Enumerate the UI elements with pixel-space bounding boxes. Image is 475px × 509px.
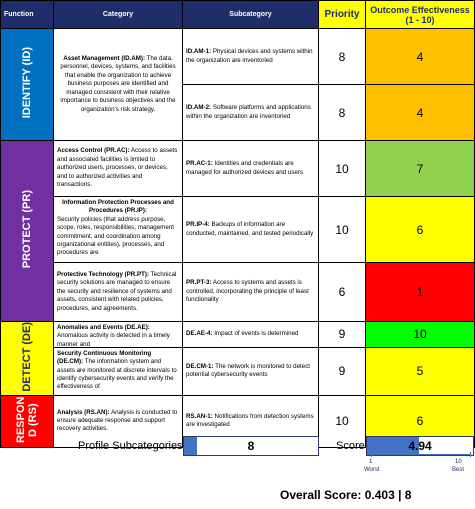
table-row bbox=[1, 263, 475, 322]
subcategory-cell: ID.AM-1: Physical devices and systems within the organization are inventoried bbox=[183, 29, 319, 85]
header-effectiveness: Outcome Effectiveness (1 - 10) bbox=[366, 1, 475, 29]
table-row bbox=[1, 141, 475, 197]
subcategory-cell: DE.CM-1: The network is monitored to detect potential cybersecurity events bbox=[183, 347, 319, 395]
scale-max-value: 10 bbox=[455, 459, 462, 465]
function-detect: DETECT (DE) bbox=[1, 322, 54, 396]
effectiveness-cell[interactable]: 7 bbox=[366, 141, 475, 197]
category-security-monitoring: Security Continuous Monitoring (DE.CM): The information system and assets are monitored at discrete intervals to identify cybersecurity events and verify the effectiveness of bbox=[54, 347, 183, 395]
profile-subcategories-label: Profile Subcategories bbox=[78, 440, 183, 452]
score-value: 4.94 bbox=[408, 439, 432, 453]
header-function: Function bbox=[1, 1, 54, 29]
category-anomalies-events: Anomalies and Events (DE.AE): Anomalous activity is detected in a timely manner and bbox=[54, 322, 183, 348]
priority-cell[interactable]: 9 bbox=[319, 322, 366, 348]
subcategory-cell: PR.PT-3: Access to systems and assets is controlled, incorporating the principle of least functionality bbox=[183, 263, 319, 322]
priority-cell[interactable]: 10 bbox=[319, 395, 366, 447]
priority-cell[interactable]: 8 bbox=[319, 85, 366, 141]
category-asset-management: Asset Management (ID.AM): The data, personnel, devices, systems, and facilities that enable the organization to achieve business purposes are identified and managed consistent with their relative importance to business objectives and the organization's risk strategy. bbox=[54, 29, 183, 141]
scale-min-label: Worst bbox=[364, 467, 380, 473]
header-row bbox=[1, 1, 475, 29]
category-protective-technology: Protective Technology (PR.PT): Technical security solutions are managed to ensure the security and resilience of systems and assets, consistent with related policies, procedures, and agreements. bbox=[54, 263, 183, 322]
table-row bbox=[1, 347, 475, 395]
category-analysis: Analysis (RS.AN): Analysis is conducted to ensure adequate response and support recovery activities. bbox=[54, 395, 183, 447]
function-respond: RESPON D (RS) bbox=[1, 395, 54, 447]
scale-tick-min bbox=[371, 452, 372, 457]
effectiveness-cell[interactable]: 1 bbox=[366, 263, 475, 322]
subcategory-cell: RS.AN-1: Notifications from detection systems are investigated bbox=[183, 395, 319, 447]
table-row bbox=[1, 29, 475, 85]
header-category: Category bbox=[54, 1, 183, 29]
overall-score: Overall Score: 0.403 | 8 bbox=[280, 488, 412, 502]
header-subcategory: Subcategory bbox=[183, 1, 319, 29]
table-row bbox=[1, 322, 475, 348]
effectiveness-cell[interactable]: 6 bbox=[366, 197, 475, 263]
category-access-control: Access Control (PR.AC): Access to assets and associated facilities is limited to authorized users, processes, or devices, and to authorized activities and transactions. bbox=[54, 141, 183, 197]
function-protect: PROTECT (PR) bbox=[1, 141, 54, 322]
profile-subcategories-bar bbox=[183, 436, 319, 456]
priority-cell[interactable]: 10 bbox=[319, 141, 366, 197]
effectiveness-cell[interactable]: 4 bbox=[366, 85, 475, 141]
subcategory-cell: DE.AE-4: Impact of events is determined bbox=[183, 322, 319, 348]
effectiveness-cell[interactable]: 5 bbox=[366, 347, 475, 395]
effectiveness-cell[interactable]: 6 bbox=[366, 395, 475, 447]
subcategory-cell: PR.IP-4: Backups of information are conducted, maintained, and tested periodically bbox=[183, 197, 319, 263]
scale-min-value: 1 bbox=[369, 459, 373, 465]
priority-cell[interactable]: 9 bbox=[319, 347, 366, 395]
effectiveness-cell[interactable]: 10 bbox=[366, 322, 475, 348]
score-scale-line bbox=[371, 454, 471, 455]
subcategory-cell: ID.AM-2: Software platforms and applications within the organization are inventoried bbox=[183, 85, 319, 141]
table-row bbox=[1, 197, 475, 263]
effectiveness-cell[interactable]: 4 bbox=[366, 29, 475, 85]
category-information-protection: Information Protection Processes and Procedures (PR.IP): Security policies (that address purpose, scope, roles, responsibilities, management commitment, and coordination among organizational entities), processes, and procedures are bbox=[54, 197, 183, 263]
scale-tick-max bbox=[470, 452, 471, 457]
priority-cell[interactable]: 8 bbox=[319, 29, 366, 85]
header-priority: Priority bbox=[319, 1, 366, 29]
priority-cell[interactable]: 6 bbox=[319, 263, 366, 322]
score-bar bbox=[366, 436, 474, 456]
function-identify: IDENTIFY (ID) bbox=[1, 29, 54, 141]
subcategory-cell: PR.AC-1: Identities and credentials are managed for authorized devices and users bbox=[183, 141, 319, 197]
priority-cell[interactable]: 10 bbox=[319, 197, 366, 263]
score-label: Score bbox=[336, 440, 365, 452]
scale-max-label: Best bbox=[452, 467, 465, 473]
profile-subcategories-value: 8 bbox=[247, 439, 255, 453]
